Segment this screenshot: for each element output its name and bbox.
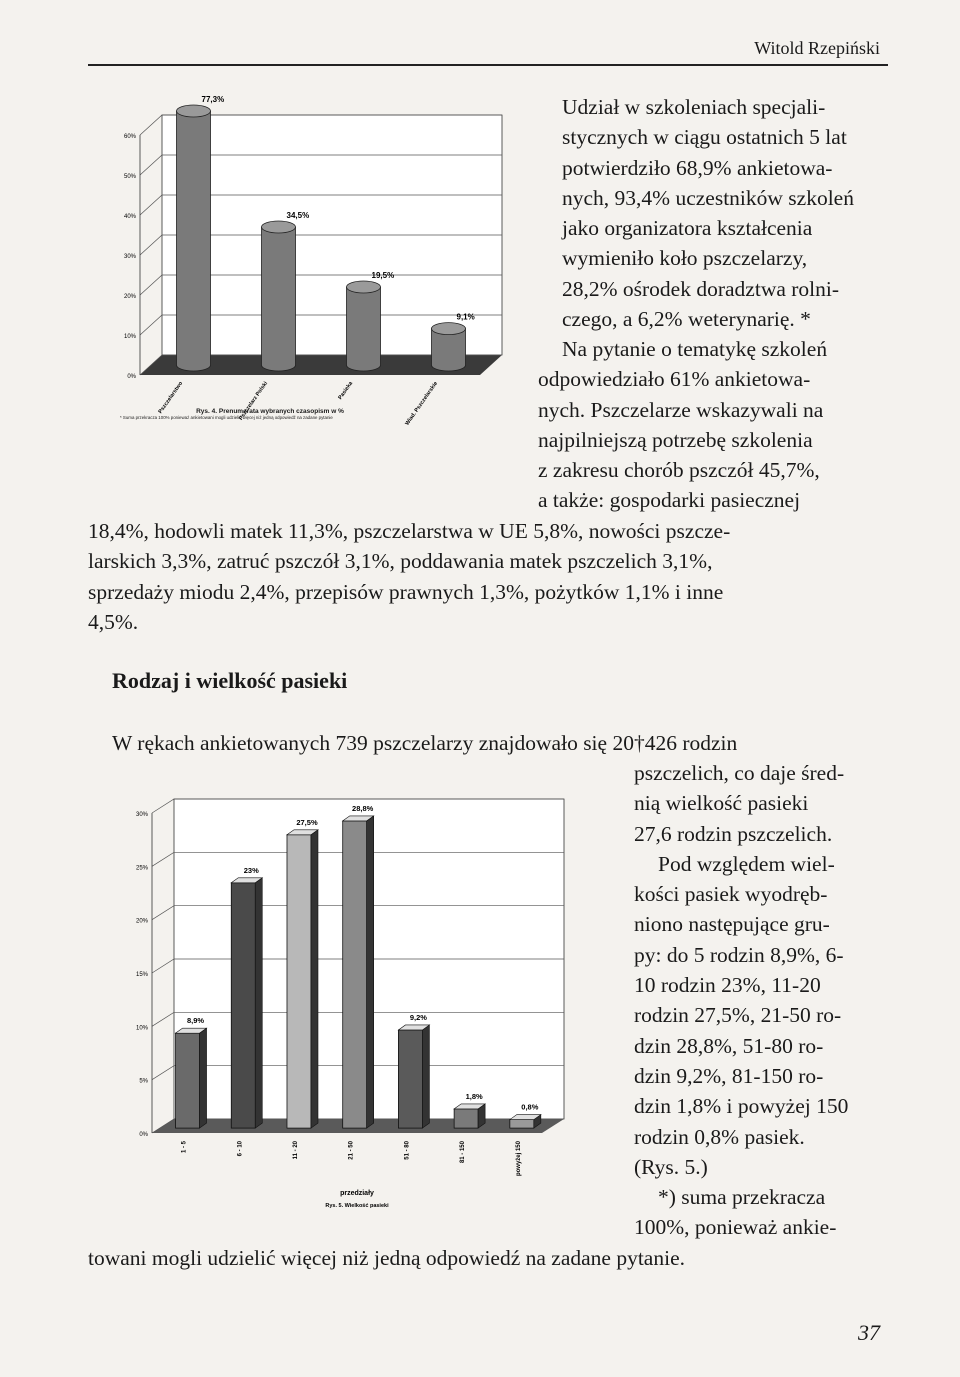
data-label: 19,5% <box>371 271 395 280</box>
x-tick-label: Pszczelarz Polski <box>238 380 270 422</box>
section-heading: Rodzaj i wielkość pasieki <box>112 668 348 693</box>
x-tick-label: 21 - 50 <box>348 1141 355 1160</box>
text-line: stycznych w ciągu ostatnich 5 lat <box>562 125 847 150</box>
bar-cylinder <box>347 287 381 371</box>
text-line: odpowiedziało 61% ankietowa- <box>538 367 811 392</box>
y-tick-label: 30% <box>123 254 136 260</box>
y-tick-label: 10% <box>135 1025 148 1032</box>
running-header: Witold Rzepiński <box>754 38 880 58</box>
data-label: 1,8% <box>465 1091 483 1101</box>
text-line: 28,2% ośrodek doradztwa rolni- <box>562 276 840 301</box>
y-tick-label: 30% <box>135 812 148 818</box>
text-line: potwierdziło 68,9% ankietowa- <box>562 155 833 180</box>
text-line: dzin 1,8% i powyżej 150 <box>634 1094 849 1119</box>
text-line: kości pasiek wyodręb- <box>634 882 828 907</box>
paragraph-apiary-size-cont <box>634 758 888 1243</box>
bar-top <box>432 323 466 335</box>
text-line: rodzin 27,5%, 21-50 ro- <box>634 1003 842 1028</box>
y-tick-label: 20% <box>135 918 148 925</box>
x-tick-label: Pszczelarstwo <box>157 380 185 415</box>
bar-side <box>255 878 262 1128</box>
x-tick-label: Wiad. Pszczelarskie <box>404 380 440 427</box>
text-line: py: do 5 rodzin 8,9%, 6- <box>634 942 844 967</box>
data-label: 23% <box>243 865 259 875</box>
bar-side <box>367 816 374 1128</box>
text-line: nią wielkość pasieki <box>634 791 809 816</box>
y-tick-label: 15% <box>135 972 148 978</box>
paragraph-training <box>562 92 888 334</box>
x-tick-label: powyżej 150 <box>515 1141 522 1177</box>
text-line: najpilniejszą potrzebę szkolenia <box>538 427 813 452</box>
text-line: jako organizatora kształcenia <box>562 216 813 241</box>
data-label: 28,8% <box>352 803 374 813</box>
text-line: 27,6 rodzin pszczelich. <box>634 821 833 846</box>
text-line: a także: gospodarki pasiecznej <box>538 488 801 513</box>
bar-front <box>176 1033 200 1128</box>
text-line: wymieniło koło pszczelarzy, <box>562 246 808 271</box>
x-tick-label: Pasieka <box>337 380 355 401</box>
figure-4-caption: Rys. 4. Prenumerata wybranych czasopism w % <box>196 408 344 415</box>
bar-cylinder <box>177 111 211 371</box>
text-line: 100%, ponieważ ankie- <box>634 1215 837 1240</box>
text-line: Udział w szkoleniach specjali- <box>562 95 826 119</box>
text-line: 10 rodzin 23%, 11-20 <box>634 973 821 998</box>
text-line: dzin 9,2%, 81-150 ro- <box>634 1063 824 1088</box>
data-label: 9,1% <box>456 312 475 322</box>
bar-front <box>398 1030 422 1128</box>
text-line: rodzin 0,8% pasiek. <box>634 1124 805 1149</box>
bar-side <box>311 830 318 1128</box>
figure-5-caption: Rys. 5. Wielkość pasieki <box>325 1203 389 1209</box>
text-line: nych, 93,4% uczestników szkoleń <box>562 185 854 210</box>
bar-top <box>262 221 296 233</box>
footnote-last-line <box>88 1243 888 1273</box>
text-line: nych. Pszczelarze wskazywali na <box>538 397 824 422</box>
header-rule <box>88 64 888 66</box>
y-tick-label: 60% <box>123 134 136 140</box>
y-tick-label: 0% <box>139 1132 148 1138</box>
text-line: czego, a 6,2% weterynarię. * <box>562 307 811 332</box>
data-label: 27,5% <box>296 817 318 827</box>
bar-front <box>287 835 311 1128</box>
bar-top <box>177 105 211 117</box>
text-line: larskich 3,3%, zatruć pszczół 3,1%, poddawania matek pszczelich 3,1%, <box>88 549 713 574</box>
x-tick-label: 51 - 80 <box>404 1141 411 1160</box>
text-line: sprzedaży miodu 2,4%, przepisów prawnych 1,3%, pożytków 1,1% i inne <box>88 579 724 604</box>
bar-top <box>347 281 381 293</box>
bar-front <box>231 883 255 1128</box>
x-tick-label: 81 - 150 <box>460 1141 467 1164</box>
bar-cylinder <box>262 227 296 371</box>
y-tick-label: 0% <box>127 374 136 380</box>
text-line: z zakresu chorób pszczół 45,7%, <box>538 458 820 483</box>
y-tick-label: 50% <box>123 174 136 180</box>
x-tick-label: 11 - 20 <box>292 1141 299 1160</box>
data-label: 77,3% <box>201 95 225 104</box>
data-label: 34,5% <box>286 211 310 220</box>
text-line: towani mogli udzielić więcej niż jedną odpowiedź na zadane pytanie. <box>88 1246 685 1270</box>
figure-4-note: * Suma przekracza 100% ponieważ ankietowani mogli udzielić więcej niż jedną odpowiedź na zadane pytanie <box>120 415 333 420</box>
text-line: W rękach ankietowanych 739 pszczelarzy znajdowało się 20†426 rodzin <box>112 731 738 755</box>
data-label: 8,9% <box>187 1016 205 1026</box>
x-axis-label: przedziały <box>340 1190 374 1197</box>
text-line: pszczelich, co daje śred- <box>634 761 845 785</box>
data-label: 0,8% <box>521 1102 539 1112</box>
y-tick-label: 40% <box>123 214 136 220</box>
bar-front <box>343 821 367 1128</box>
data-label: 9,2% <box>409 1012 427 1022</box>
text-line: 18,4%, hodowli matek 11,3%, pszczelarstwa w UE 5,8%, nowości pszcze- <box>88 519 731 543</box>
y-tick-label: 25% <box>135 865 148 872</box>
bar-side <box>200 1028 207 1128</box>
text-line: Pod względem wiel- <box>658 851 835 876</box>
text-line: dzin 28,8%, 51-80 ro- <box>634 1033 824 1058</box>
text-line: Na pytanie o tematykę szkoleń <box>562 337 828 361</box>
x-tick-label: 6 - 10 <box>237 1141 244 1157</box>
paragraph-topics <box>538 334 888 516</box>
text-line: *) suma przekracza <box>658 1185 826 1210</box>
y-tick-label: 20% <box>123 294 136 300</box>
bar-front <box>510 1120 534 1129</box>
text-line: (Rys. 5.) <box>634 1154 708 1179</box>
page-number: 37 <box>858 1320 880 1345</box>
y-tick-label: 5% <box>139 1078 148 1085</box>
y-tick-label: 10% <box>123 334 136 340</box>
x-tick-label: 1 - 5 <box>181 1141 188 1154</box>
figure-5-chart <box>112 788 612 1208</box>
paragraph-apiary-size <box>88 728 888 758</box>
bar-front <box>454 1109 478 1128</box>
text-line: niono następujące gru- <box>634 912 830 937</box>
bar-side <box>422 1025 429 1128</box>
text-line: 4,5%. <box>88 609 139 634</box>
paragraph-topics-continued <box>88 516 888 637</box>
